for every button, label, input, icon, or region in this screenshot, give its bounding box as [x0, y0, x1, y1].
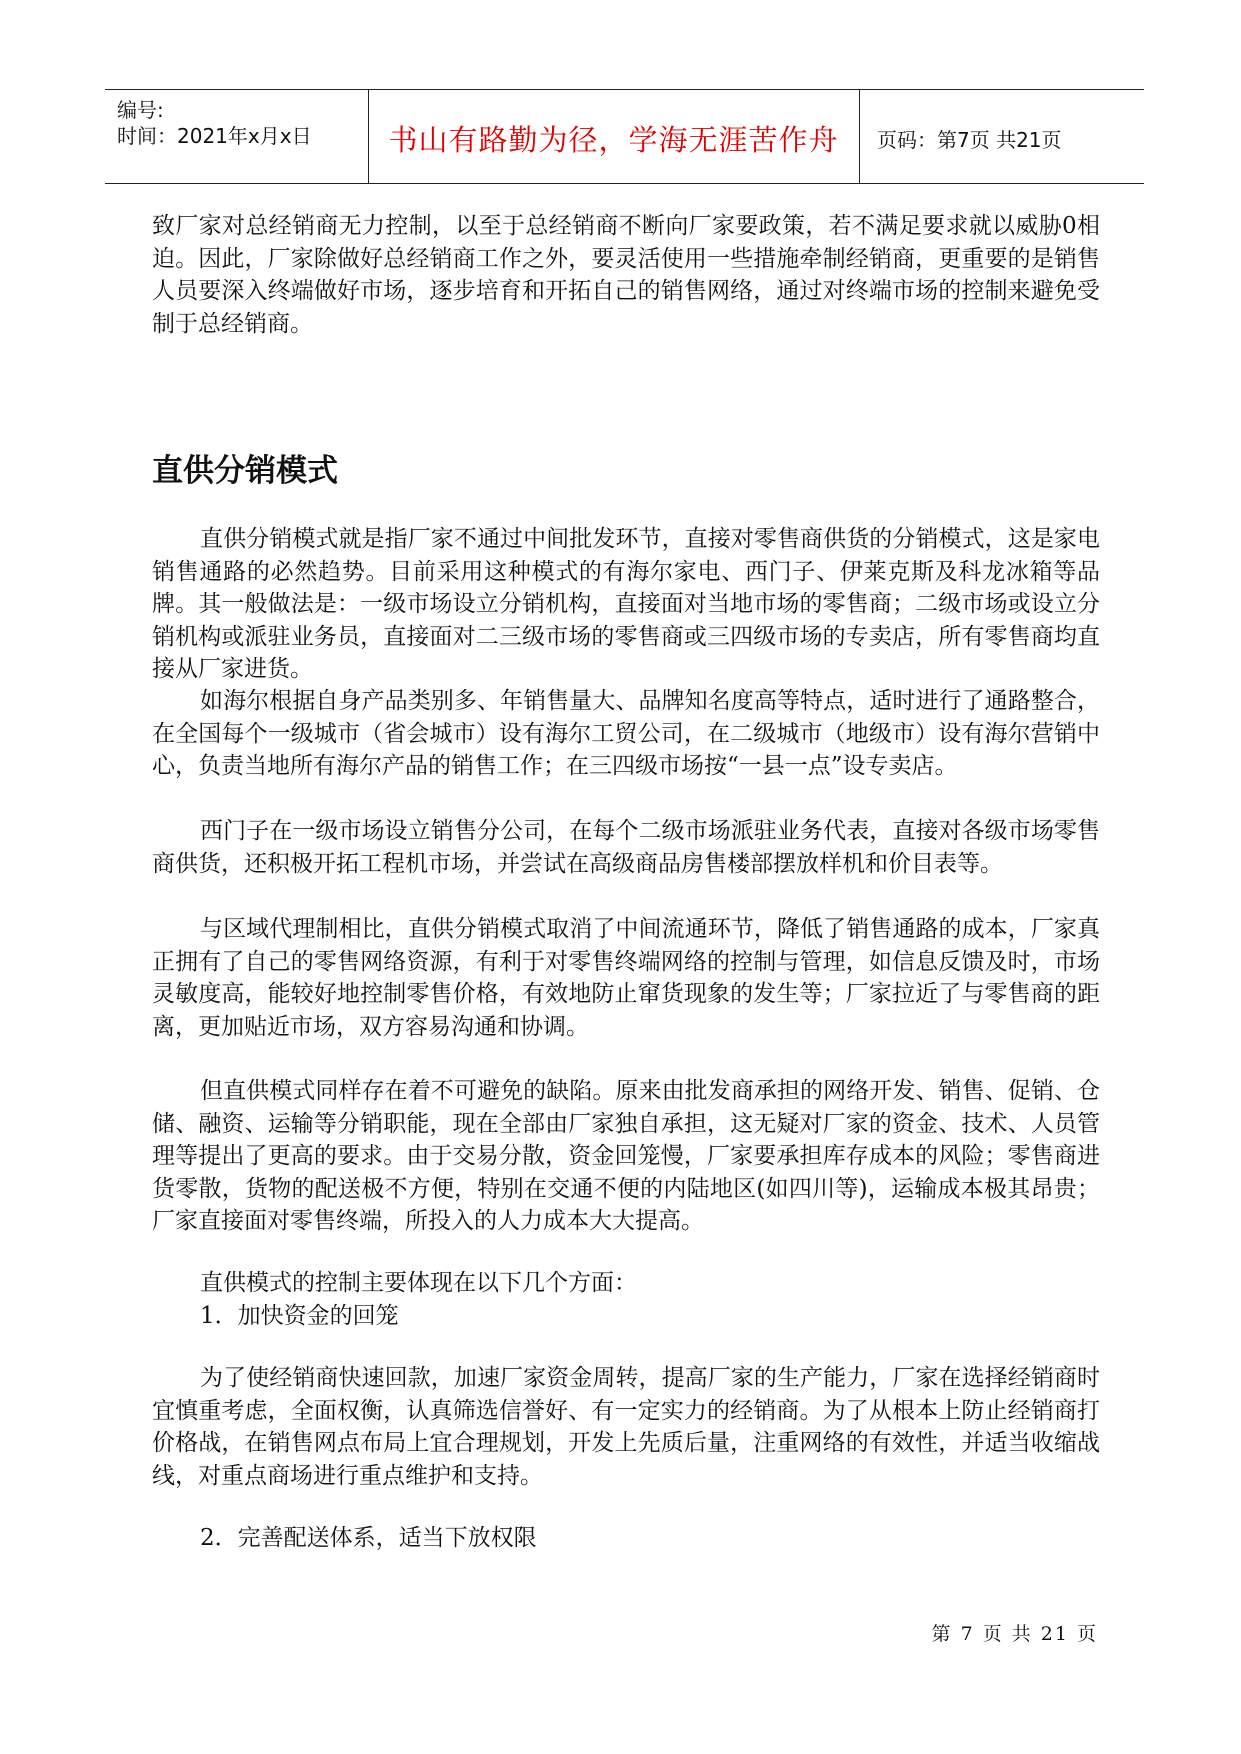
body-paragraph: 如海尔根据自身产品类别多、年销售量大、品牌知名度高等特点，适时进行了通路整合，在全国每个一级城市（省会城市）设有海尔工贸公司，在二级城市（地级市）设有海尔营销中心，负责当地所有海尔产品的销售工作；在三四级市场按“一县一点”设专卖店。: [152, 688, 1100, 779]
page-footer: 第 7 页 共 21 页: [931, 1623, 1098, 1645]
list-heading: 1．加快资金的回笼: [200, 1303, 399, 1329]
page-header: [105, 89, 1144, 184]
document-time-label: 时间：2021年x月x日: [117, 124, 312, 148]
body-paragraph: 但直供模式同样存在着不可避免的缺陷。原来由批发商承担的网络开发、销售、促销、仓储、融资、运输等分销职能，现在全部由厂家独自承担，这无疑对厂家的资金、技术、人员管理等提出了更高的要求。由于交易分散，资金回笼慢，厂家要承担库存成本的风险；零售商进货零散，货物的配送极不方便，特别在交通不便的内陆地区(如四川等)，运输成本极其昂贵；厂家直接面对零售终端，所投入的人力成本大大提高。: [152, 1078, 1100, 1234]
list-heading: 2．完善配送体系，适当下放权限: [200, 1525, 537, 1551]
header-page-info: 页码：第7页 共21页: [877, 128, 1062, 152]
intro-paragraph: 致厂家对总经销商无力控制，以至于总经销商不断向厂家要政策，若不满足要求就以威胁0相迫。因此，厂家除做好总经销商工作之外，要灵活使用一些措施牵制经销商，更重要的是销售人员要深入终端做好市场，逐步培育和开拓自己的销售网络，通过对终端市场的控制来避免受制于总经销商。: [152, 213, 1100, 337]
section-title: 直供分销模式: [152, 453, 338, 489]
header-motto: 书山有路勤为径，学海无涯苦作舟: [388, 123, 839, 157]
body-paragraph: 为了使经销商快速回款，加速厂家资金周转，提高厂家的生产能力，厂家在选择经销商时宜慎重考虑，全面权衡，认真筛选信誉好、有一定实力的经销商。为了从根本上防止经销商打价格战，在销售网点布局上宜合理规划，开发上先质后量，注重网络的有效性，并适当收缩战线，对重点商场进行重点维护和支持。: [152, 1365, 1100, 1489]
document-number-label: 编号:: [117, 98, 164, 122]
body-paragraph: 西门子在一级市场设立销售分公司，在每个二级市场派驻业务代表，直接对各级市场零售商供货，还积极开拓工程机市场，并尝试在高级商品房售楼部摆放样机和价目表等。: [152, 818, 1100, 877]
body-paragraph: 直供分销模式就是指厂家不通过中间批发环节，直接对零售商供货的分销模式，这是家电销售通路的必然趋势。目前采用这种模式的有海尔家电、西门子、伊莱克斯及科龙冰箱等品牌。其一般做法是：一级市场设立分销机构，直接面对当地市场的零售商；二级市场或设立分销机构或派驻业务员，直接面对二三级市场的零售商或三四级市场的专卖店，所有零售商均直接从厂家进货。: [152, 526, 1100, 682]
body-paragraph: 与区域代理制相比，直供分销模式取消了中间流通环节，降低了销售通路的成本，厂家真正拥有了自己的零售网络资源，有利于对零售终端网络的控制与管理，如信息反馈及时，市场灵敏度高，能较好地控制零售价格，有效地防止窜货现象的发生等；厂家拉近了与零售商的距离，更加贴近市场，双方容易沟通和协调。: [152, 916, 1100, 1040]
header-divider: [859, 90, 860, 183]
body-paragraph: 直供模式的控制主要体现在以下几个方面：: [200, 1270, 637, 1296]
